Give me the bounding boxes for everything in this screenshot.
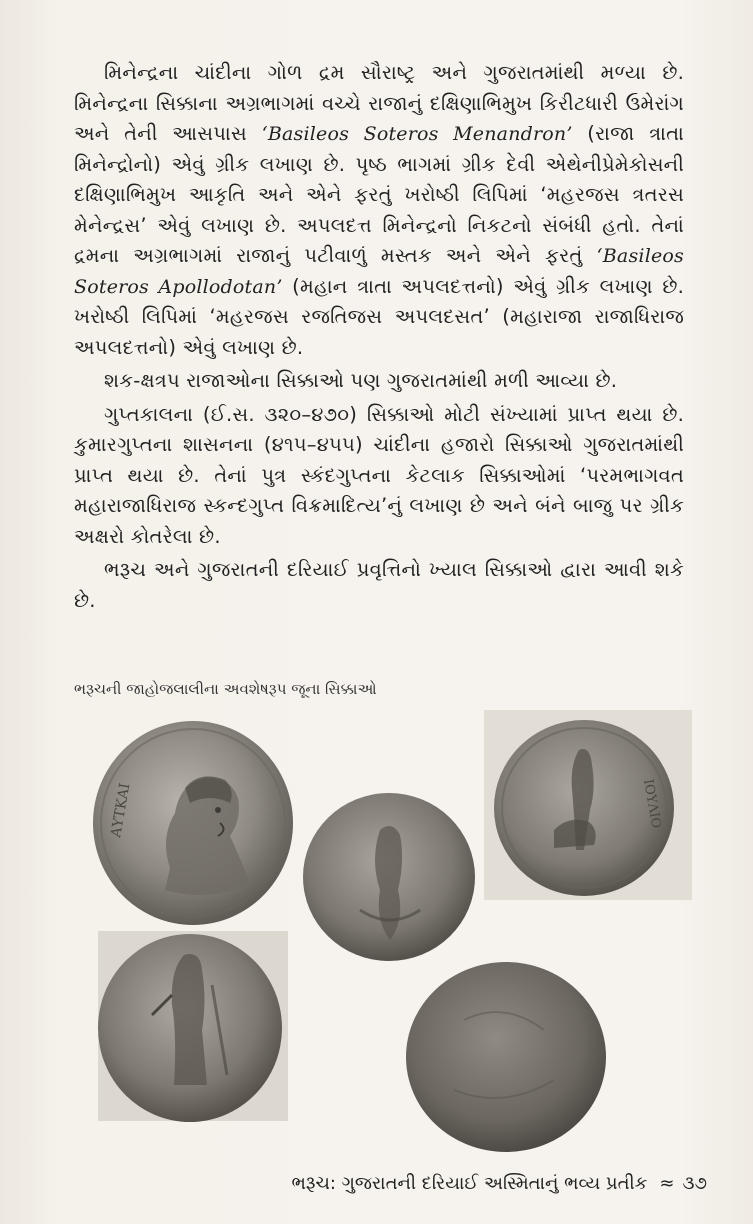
paragraph-menander: મિનેન્દ્રના ચાંદીના ગોળ દ્રમ સૌરાષ્ટ્ર અને ગુજરાતમાંથી મળ્યા છે. મિનેન્દ્રના સિક્કાના અગ્રભાગમાં વચ્ચે રાજાનું દક્ષિણાભિમુખ કિરીટધારી ઉમેરાંગ અને તેની આસપાસ ‘Basileos Soteros Menandron’ (રાજા ત્રાતા મિનેન્દ્રોનો) એવું ગ્રીક લખાણ છે. પૃષ્ઠ ભાગમાં ગ્રીક દેવી એથેનીપ્રેમેકોસની દક્ષિણાભિમુખ આકૃતિ અને એને ફરતું ખરોષ્ઠી લિપિમાં ‘મહરજસ ત્રતરસ મેનેન્દ્રસ’ એવું લખાણ છે. અપલદત્ત મિનેન્દ્રનો નિકટનો સંબંધી હતો. તેનાં દ્રમના અગ્રભાગમાં રાજાનું પટીવાળું મસ્તક અને એને ફરતું ‘Basileos Soteros Apollodotan’ (મહાન ત્રાતા અપલદત્તનો) એવું ગ્રીક લખાણ છે. ખરોષ્ઠી લિપિમાં ‘મહરજસ રજતિજસ અપલદસત’ (મહારાજા રાજાધિરાજ અપલદત્તનો) એવું લખાણ છે. [74,61,684,359]
paragraph-bharuch: ભરૂચ અને ગુજરાતની દરિયાઈ પ્રવૃત્તિનો ખ્યાલ સિક્કાઓ દ્વારા આવી શકે છે. [74,558,684,612]
page-footer [292,1173,707,1194]
paragraph-gupta: ગુપ્તકાલના (ઈ.સ. ૩૨૦–૪૭૦) સિક્કાઓ મોટી સંખ્યામાં પ્રાપ્ત થયા છે. કુમારગુપ્તના શાસનના (૪૧૫–૪૫૫) ચાંદીના હજારો સિક્કાઓ ગુજરાતમાંથી પ્રાપ્ત થયા છે. તેનાં પુત્ર સ્કંદગુપ્તના કેટલાક સિક્કાઓમાં ‘પરમભાગવત મહારાજાધિરાજ સ્કન્દગુપ્ત વિક્રમાદિત્ય’નું લખાણ છે અને બંને બાજુ પર ગ્રીક અક્ષરો કોતરેલા છે. [74,402,684,548]
photo-caption: ભરૂચની જાહોજલાલીના અવશેષરૂપ જૂના સિક્કાઓ [74,680,377,698]
coin-photo-emperor-bust [90,718,296,928]
coin-3-legend: ΙΟΥΛΙΟ [640,778,664,830]
paragraph-shaka-kshatrapa: શક-ક્ષત્રપ રાજાઓના સિક્કાઓ પણ ગુજરાતમાંથી મળી આવ્યા છે. [104,369,618,392]
coin-photo-standing-figure [300,790,478,965]
coin-photo-worn [404,960,608,1154]
footer-separator: ≈ [659,1173,675,1194]
coin-photo-figure-with-animal [484,710,692,900]
body-text [74,58,684,619]
footer-title: ભરૂચ: ગુજરાતની દરિયાઈ અસ્મિતાનું ભવ્ય પ્રતીક [291,1173,648,1194]
coin-1-legend: ΑΥΤΚΑΙ [108,781,134,839]
coin-photo-standing-king [92,925,292,1125]
page-number: ૩૭ [682,1173,707,1194]
